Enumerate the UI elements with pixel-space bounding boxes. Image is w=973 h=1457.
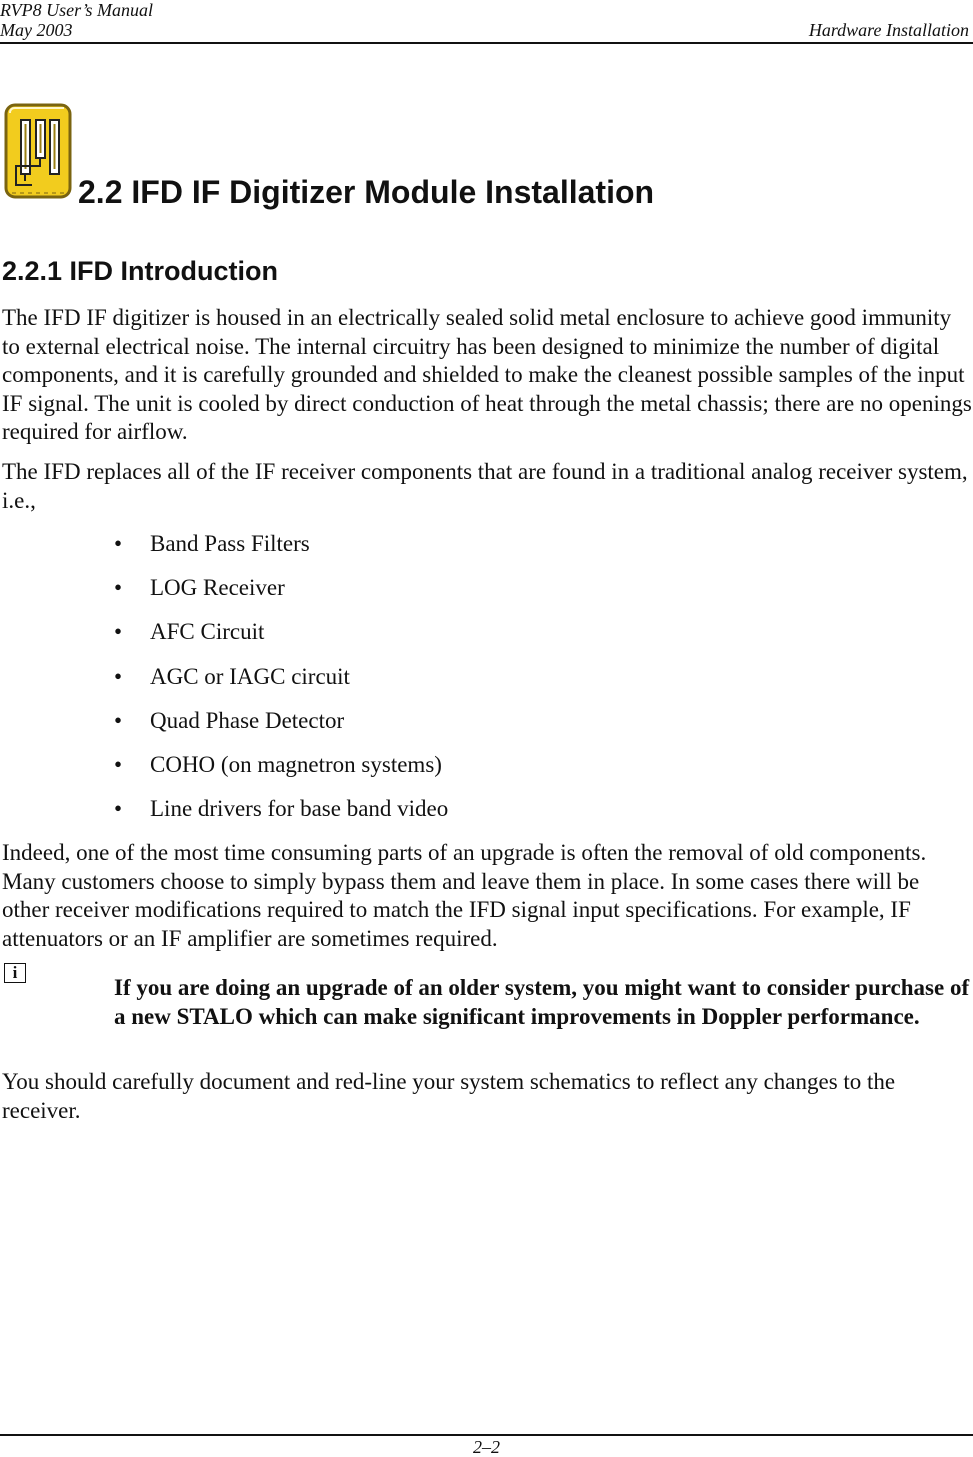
replaces-paragraph: The IFD replaces all of the IF receiver components that are found in a traditional analog receiver system, i.e.,	[2, 459, 968, 513]
manual-title: RVP8 User’s Manual	[0, 0, 153, 20]
subsection-title: 2.2.1 IFD Introduction	[2, 256, 279, 286]
info-icon: i	[4, 963, 26, 983]
circuit-module-icon	[4, 103, 72, 199]
bullet-icon: •	[114, 575, 123, 601]
note-text: If you are doing an upgrade of an older system, you might want to consider purchase of a new STALO which can make significant improvements in Doppler performance.	[114, 975, 970, 1029]
bullet-icon: •	[114, 619, 123, 645]
list-item-text: COHO (on magnetron systems)	[150, 751, 442, 777]
list-item-text: AGC or IAGC circuit	[150, 663, 350, 689]
page-number: 2–2	[473, 1437, 500, 1457]
bullet-icon: •	[114, 796, 123, 822]
closing-paragraph: You should carefully document and red-line your system schematics to reflect any changes to the receiver.	[2, 1069, 896, 1123]
footer-rule	[0, 1434, 973, 1436]
bullet-icon: •	[114, 531, 123, 556]
section-title: 2.2 IFD IF Digitizer Module Installation	[78, 174, 655, 210]
bullet-icon: •	[114, 751, 123, 777]
bullet-icon: •	[114, 663, 123, 689]
bullet-icon: •	[114, 707, 123, 733]
header-left	[0, 0, 153, 40]
upgrade-paragraph: Indeed, one of the most time consuming parts of an upgrade is often the removal of old components. Many customers choose to simply bypass them and leave them in place. In some cases there will be other receiver modifications required to match the IFD signal input specifications. For example, IF attenuators or an IF amplifier are sometimes required.	[2, 840, 927, 951]
list-item-text: Quad Phase Detector	[150, 707, 345, 733]
header-rule	[0, 42, 973, 44]
header-chapter: Hardware Installation	[808, 20, 969, 40]
list-item-text: Band Pass Filters	[150, 531, 310, 556]
header-date: May 2003	[0, 20, 73, 40]
list-item-text: LOG Receiver	[150, 575, 285, 601]
list-item-text: AFC Circuit	[150, 619, 265, 645]
intro-paragraph: The IFD IF digitizer is housed in an electrically sealed solid metal enclosure to achieve good immunity to external electrical noise. The internal circuitry has been designed to minimize the number of digital components, and it is carefully grounded and shielded to make the cleanest possible samples of the input IF signal. The unit is cooled by direct conduction of heat through the metal chassis; there are no openings required for airflow.	[2, 305, 972, 444]
list-item-text: Line drivers for base band video	[150, 796, 449, 822]
